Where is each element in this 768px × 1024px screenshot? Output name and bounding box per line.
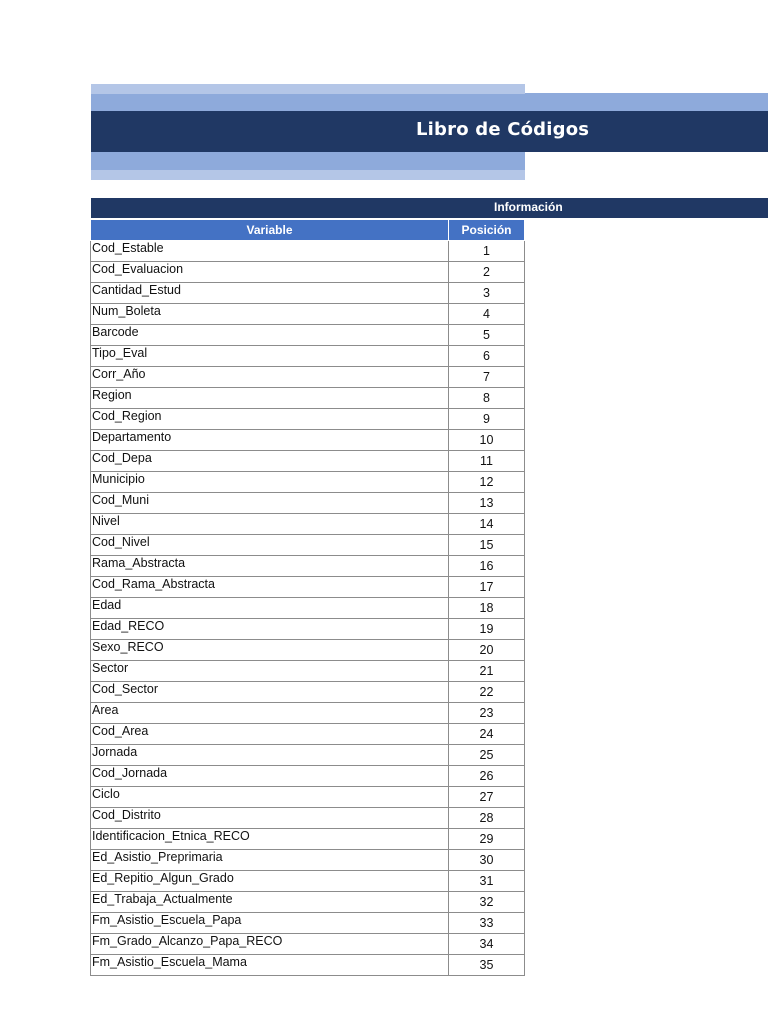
position-cell: 4 xyxy=(449,304,525,325)
variable-cell: Rama_Abstracta xyxy=(91,556,449,577)
variable-cell: Fm_Grado_Alcanzo_Papa_RECO xyxy=(91,934,449,955)
position-cell: 20 xyxy=(449,640,525,661)
table-row xyxy=(91,871,525,892)
table-row xyxy=(91,556,525,577)
table-row xyxy=(91,682,525,703)
variables-table xyxy=(90,219,525,976)
table-row xyxy=(91,913,525,934)
table-row xyxy=(91,409,525,430)
variable-cell: Ed_Trabaja_Actualmente xyxy=(91,892,449,913)
table-body xyxy=(91,241,525,976)
position-cell: 31 xyxy=(449,871,525,892)
table-row xyxy=(91,514,525,535)
variable-cell: Edad_RECO xyxy=(91,619,449,640)
table-row xyxy=(91,955,525,976)
table-row xyxy=(91,451,525,472)
decorative-band-bottom xyxy=(91,152,525,170)
variable-cell: Fm_Asistio_Escuela_Papa xyxy=(91,913,449,934)
table-row xyxy=(91,388,525,409)
position-cell: 32 xyxy=(449,892,525,913)
position-cell: 23 xyxy=(449,703,525,724)
variable-cell: Departamento xyxy=(91,430,449,451)
position-cell: 34 xyxy=(449,934,525,955)
column-header-variable: Variable xyxy=(91,220,449,241)
table-row xyxy=(91,640,525,661)
table-row xyxy=(91,241,525,262)
position-cell: 3 xyxy=(449,283,525,304)
variable-cell: Cod_Depa xyxy=(91,451,449,472)
position-cell: 10 xyxy=(449,430,525,451)
variable-cell: Num_Boleta xyxy=(91,304,449,325)
table-row xyxy=(91,535,525,556)
table-row xyxy=(91,598,525,619)
position-cell: 9 xyxy=(449,409,525,430)
position-cell: 11 xyxy=(449,451,525,472)
page-title: Libro de Códigos xyxy=(416,119,590,140)
table-row xyxy=(91,850,525,871)
decorative-band-top xyxy=(91,94,525,111)
variable-cell: Cod_Rama_Abstracta xyxy=(91,577,449,598)
position-cell: 19 xyxy=(449,619,525,640)
variable-cell: Cod_Region xyxy=(91,409,449,430)
position-cell: 18 xyxy=(449,598,525,619)
position-cell: 12 xyxy=(449,472,525,493)
table-row xyxy=(91,829,525,850)
variable-cell: Ed_Asistio_Preprimaria xyxy=(91,850,449,871)
position-cell: 1 xyxy=(449,241,525,262)
position-cell: 14 xyxy=(449,514,525,535)
position-cell: 24 xyxy=(449,724,525,745)
table-row xyxy=(91,703,525,724)
variable-cell: Nivel xyxy=(91,514,449,535)
position-cell: 26 xyxy=(449,766,525,787)
table-row xyxy=(91,766,525,787)
variable-cell: Area xyxy=(91,703,449,724)
position-cell: 35 xyxy=(449,955,525,976)
variable-cell: Region xyxy=(91,388,449,409)
table-row xyxy=(91,787,525,808)
table-row xyxy=(91,346,525,367)
position-cell: 30 xyxy=(449,850,525,871)
variable-cell: Cod_Sector xyxy=(91,682,449,703)
section-header-label: Información xyxy=(494,200,563,214)
section-header-bar xyxy=(91,198,768,218)
variable-cell: Ed_Repitio_Algun_Grado xyxy=(91,871,449,892)
position-cell: 13 xyxy=(449,493,525,514)
table-row xyxy=(91,367,525,388)
position-cell: 27 xyxy=(449,787,525,808)
variable-cell: Barcode xyxy=(91,325,449,346)
variable-cell: Fm_Asistio_Escuela_Mama xyxy=(91,955,449,976)
position-cell: 8 xyxy=(449,388,525,409)
variable-cell: Cod_Area xyxy=(91,724,449,745)
title-banner xyxy=(91,111,768,152)
variable-cell: Sector xyxy=(91,661,449,682)
variable-cell: Corr_Año xyxy=(91,367,449,388)
decorative-band-top-extension xyxy=(525,93,768,111)
variable-cell: Sexo_RECO xyxy=(91,640,449,661)
variable-cell: Ciclo xyxy=(91,787,449,808)
title-clip xyxy=(91,111,590,152)
table-row xyxy=(91,808,525,829)
variable-cell: Cod_Nivel xyxy=(91,535,449,556)
position-cell: 15 xyxy=(449,535,525,556)
position-cell: 16 xyxy=(449,556,525,577)
section-header-clip xyxy=(91,198,563,218)
variable-cell: Edad xyxy=(91,598,449,619)
position-cell: 21 xyxy=(449,661,525,682)
table-row xyxy=(91,892,525,913)
variable-cell: Cod_Jornada xyxy=(91,766,449,787)
table-row xyxy=(91,577,525,598)
column-header-posicion: Posición xyxy=(449,220,525,241)
position-cell: 6 xyxy=(449,346,525,367)
table-row xyxy=(91,430,525,451)
position-cell: 2 xyxy=(449,262,525,283)
variable-cell: Cod_Estable xyxy=(91,241,449,262)
position-cell: 17 xyxy=(449,577,525,598)
position-cell: 22 xyxy=(449,682,525,703)
table-row xyxy=(91,493,525,514)
position-cell: 33 xyxy=(449,913,525,934)
position-cell: 29 xyxy=(449,829,525,850)
table-row xyxy=(91,304,525,325)
table-header-row xyxy=(91,220,525,241)
variable-cell: Jornada xyxy=(91,745,449,766)
variable-cell: Municipio xyxy=(91,472,449,493)
table-row xyxy=(91,745,525,766)
variable-cell: Cod_Muni xyxy=(91,493,449,514)
variable-cell: Identificacion_Etnica_RECO xyxy=(91,829,449,850)
position-cell: 28 xyxy=(449,808,525,829)
table-row xyxy=(91,262,525,283)
variable-cell: Cantidad_Estud xyxy=(91,283,449,304)
variable-cell: Cod_Evaluacion xyxy=(91,262,449,283)
table-row xyxy=(91,934,525,955)
table-row xyxy=(91,472,525,493)
table-row xyxy=(91,283,525,304)
variable-cell: Cod_Distrito xyxy=(91,808,449,829)
variable-cell: Tipo_Eval xyxy=(91,346,449,367)
decorative-band-top-light xyxy=(91,84,525,94)
table-row xyxy=(91,619,525,640)
table-row xyxy=(91,661,525,682)
position-cell: 5 xyxy=(449,325,525,346)
position-cell: 7 xyxy=(449,367,525,388)
decorative-band-bottom-light xyxy=(91,170,525,180)
table-row xyxy=(91,325,525,346)
table-row xyxy=(91,724,525,745)
position-cell: 25 xyxy=(449,745,525,766)
